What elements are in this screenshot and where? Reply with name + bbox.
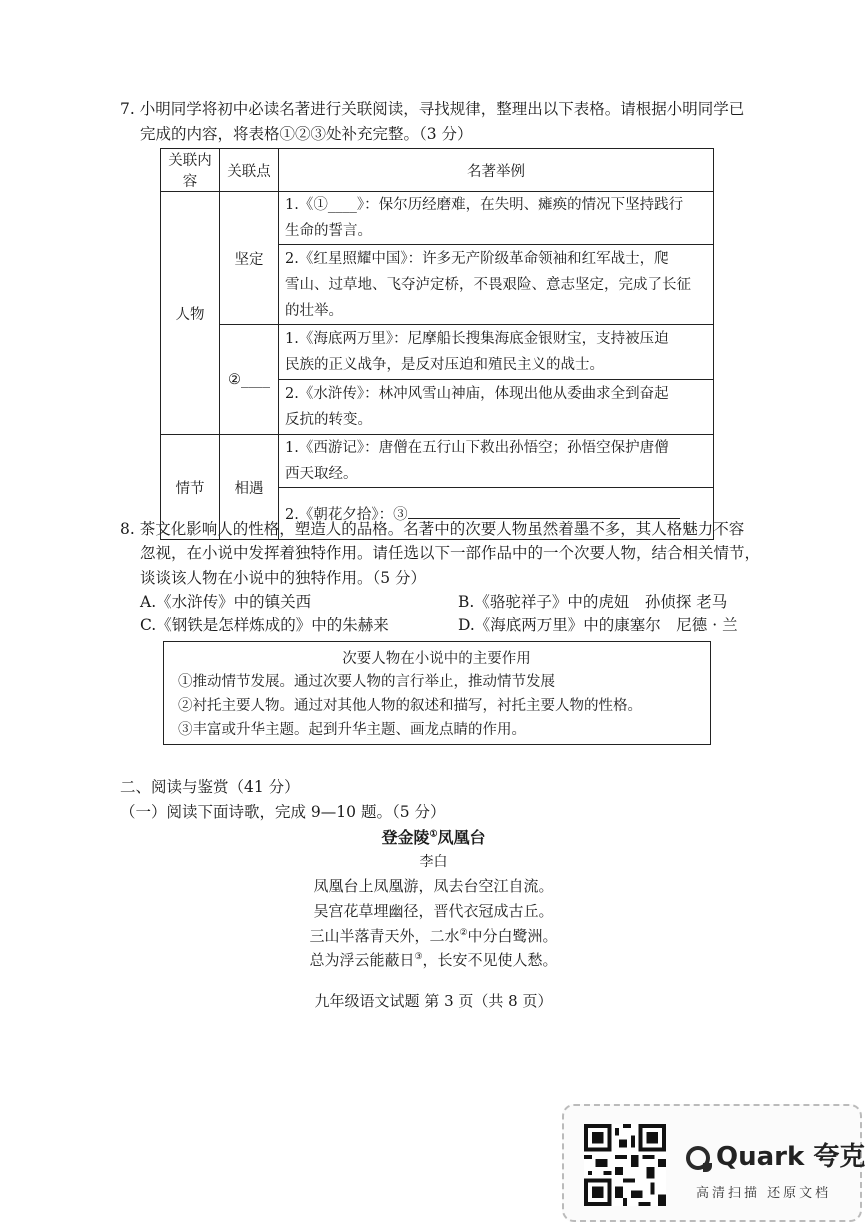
footnote-mark: ① — [429, 829, 438, 840]
example-line: 雪山、过草地、飞夺泸定桥，不畏艰险、意志坚定，完成了长征 — [285, 276, 691, 293]
example-cell — [279, 325, 714, 380]
group-label-qingjie: 情节 — [161, 435, 220, 540]
example-line: 1.《西游记》：唐僧在五行山下救出孙悟空；孙悟空保护唐僧 — [285, 440, 669, 456]
footnote-mark: ③ — [414, 952, 423, 962]
point-blank-2: ②____ — [220, 325, 279, 435]
table-header: 名著举例 — [279, 149, 714, 192]
example-cell — [279, 245, 714, 325]
box-item-3: ③丰富或升华主题。起到升华主题、画龙点睛的作用。 — [178, 722, 526, 738]
poem-line: 凤凰台上凤凰游，凤去台空江自流。 — [313, 877, 554, 895]
q7-table — [160, 148, 714, 540]
poem-line — [0, 949, 867, 970]
box-item-1: ①推动情节发展。通过次要人物的言行举止，推动情节发展 — [178, 674, 555, 690]
poem-title-part: 凤凰台 — [437, 828, 486, 847]
qr-code-icon[interactable] — [584, 1124, 666, 1206]
example-line: 1.《①____》：保尔历经磨难，在失明、瘫痪的情况下坚持践行 — [285, 197, 684, 213]
group-label-renwu: 人物 — [161, 192, 220, 435]
box-item-2: ②衬托主要人物。通过对其他人物的叙述和描写，衬托主要人物的性格。 — [178, 698, 642, 714]
quark-logo-icon — [686, 1146, 710, 1170]
example-cell — [279, 380, 714, 435]
option-d: D.《海底两万里》中的康塞尔 尼德 · 兰 — [458, 616, 738, 634]
q8-reference-box — [163, 641, 711, 745]
poem-line: 吴宫花草埋幽径，晋代衣冠成古丘。 — [313, 902, 554, 920]
example-line: 2.《红星照耀中国》：许多无产阶级革命领袖和红军战士，爬 — [285, 250, 669, 267]
option-b: B.《骆驼祥子》中的虎妞 孙侦探 老马 — [458, 593, 728, 611]
q7-line2: 完成的内容，将表格①②③处补充完整。（3 分） — [140, 125, 473, 143]
example-line: 的壮举。 — [285, 302, 343, 319]
example-cell — [279, 192, 714, 245]
example-line: 生命的誓言。 — [285, 223, 372, 239]
answer-blank-3[interactable] — [408, 500, 680, 519]
page-footer: 九年级语文试题 第 3 页（共 8 页） — [314, 992, 553, 1010]
example-line: 反抗的转变。 — [285, 412, 372, 428]
section-title: 二、阅读与鉴赏（41 分） — [120, 778, 300, 796]
poem-title-part: 登金陵 — [381, 828, 430, 847]
poem-line — [0, 925, 867, 946]
q8-line3: 谈谈该人物在小说中的独特作用。（5 分） — [140, 569, 427, 587]
q7-line1: 7. 小明同学将初中必读名著进行关联阅读，寻找规律，整理出以下表格。请根据小明同学已 — [120, 100, 745, 118]
quark-watermark[interactable] — [562, 1104, 866, 1222]
q8-line2: 忽视，在小说中发挥着独特作用。请任选以下一部作品中的一个次要人物，结合相关情节， — [140, 544, 761, 562]
section-subtitle: （一）阅读下面诗歌，完成 9—10 题。（5 分） — [120, 803, 446, 821]
poem-line-part: 总为浮云能蔽日 — [309, 951, 415, 969]
box-title: 次要人物在小说中的主要作用 — [342, 651, 531, 667]
point-xiangyu: 相遇 — [220, 435, 279, 540]
example-line: 西天取经。 — [285, 466, 358, 482]
poem-title — [0, 825, 867, 848]
q8-line1: 8. 茶文化影响人的性格，塑造人的品格。名著中的次要人物虽然着墨不多，其人格魅力不容 — [120, 520, 745, 538]
table-header: 关联点 — [220, 149, 279, 192]
quark-brand — [686, 1136, 865, 1173]
poem-line-part: ，长安不见使人愁。 — [422, 951, 558, 969]
example-line: 民族的正义战争，是反对压迫和殖民主义的战士。 — [285, 357, 604, 373]
poem-line-part: 三山半落青天外，二水 — [309, 927, 460, 945]
quark-tagline: 高清扫描 还原文档 — [696, 1186, 832, 1201]
point-jianding: 坚定 — [220, 192, 279, 325]
poem-author: 李白 — [419, 854, 448, 870]
example-cell — [279, 435, 714, 488]
quark-brand-text: Quark 夸克 — [716, 1142, 866, 1172]
table-header: 关联内容 — [161, 149, 220, 192]
example-line: 1.《海底两万里》：尼摩船长搜集海底金银财宝，支持被压迫 — [285, 331, 669, 347]
footnote-mark: ② — [459, 928, 468, 938]
option-a: A.《水浒传》中的镇关西 — [140, 593, 312, 611]
option-c: C.《钢铁是怎样炼成的》中的朱赫来 — [140, 616, 389, 634]
example-line: 2.《朝花夕拾》：③ — [285, 506, 408, 523]
example-line: 2.《水浒传》：林冲风雪山神庙，体现出他从委曲求全到奋起 — [285, 386, 669, 402]
poem-line-part: 中分白鹭洲。 — [467, 927, 558, 945]
